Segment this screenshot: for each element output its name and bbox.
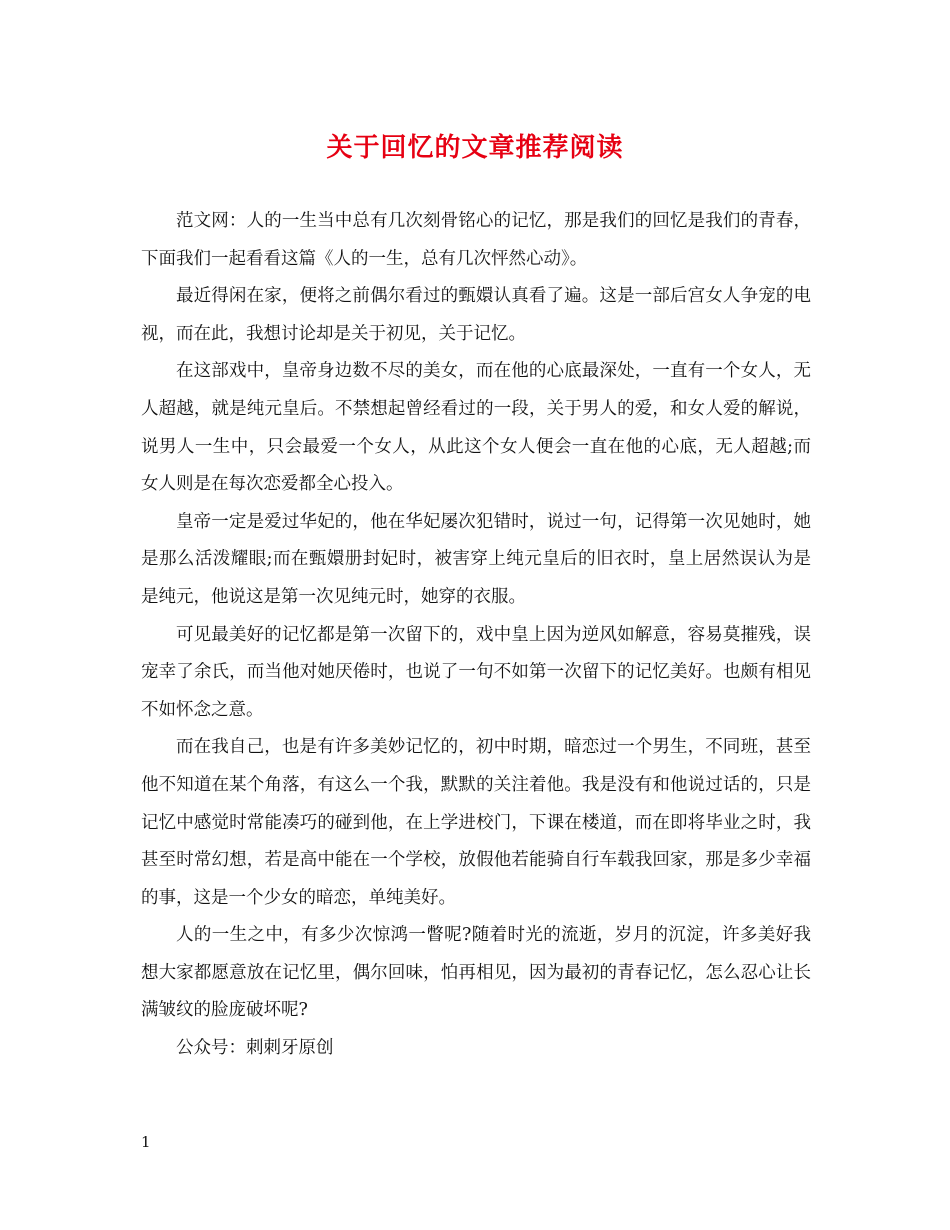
paragraph-7: 人的一生之中，有多少次惊鸿一瞥呢?随着时光的流逝，岁月的沉淀，许多美好我想大家都愿意放在记忆里，偶尔回味，怕再相见，因为最初的青春记忆，怎么忍心让长满皱纹的脸庞破坏呢?	[141, 925, 811, 1021]
paragraph-signature: 公众号：刺刺牙原创	[176, 1038, 334, 1059]
document-body	[141, 203, 811, 1068]
paragraph-5: 可见最美好的记忆都是第一次留下的，戏中皇上因为逆风如解意，容易莫摧残，误宠幸了余氏，而当他对她厌倦时，也说了一句不如第一次留下的记忆美好。也颇有相见不如怀念之意。	[141, 624, 811, 720]
paragraph-2: 最近得闲在家，便将之前偶尔看过的甄嬛认真看了遍。这是一部后宫女人争宠的电视，而在此，我想讨论却是关于初见，关于记忆。	[141, 286, 811, 344]
paragraph-3: 在这部戏中，皇帝身边数不尽的美女，而在他的心底最深处，一直有一个女人，无人超越，就是纯元皇后。不禁想起曾经看过的一段，关于男人的爱，和女人爱的解说，说男人一生中，只会最爱一个女人，从此这个女人便会一直在他的心底，无人超越;而女人则是在每次恋爱都全心投入。	[141, 361, 811, 495]
document-title: 关于回忆的文章推荐阅读	[326, 133, 624, 163]
page-number: 1	[141, 1133, 151, 1151]
paragraph-6: 而在我自己，也是有许多美妙记忆的，初中时期，暗恋过一个男生，不同班，甚至他不知道在某个角落，有这么一个我，默默的关注着他。我是没有和他说过话的，只是记忆中感觉时常能凑巧的碰到他，在上学进校门，下课在楼道，而在即将毕业之时，我甚至时常幻想，若是高中能在一个学校，放假他若能骑自行车载我回家，那是多少幸福的事，这是一个少女的暗恋，单纯美好。	[141, 737, 811, 908]
paragraph-intro: 范文网：人的一生当中总有几次刻骨铭心的记忆，那是我们的回忆是我们的青春，下面我们一起看看这篇《人的一生，总有几次怦然心动》。	[141, 211, 811, 269]
paragraph-4: 皇帝一定是爱过华妃的，他在华妃屡次犯错时，说过一句，记得第一次见她时，她是那么活泼耀眼;而在甄嬛册封妃时，被害穿上纯元皇后的旧衣时，皇上居然误认为是是纯元，他说这是第一次见纯元时，她穿的衣服。	[141, 511, 811, 607]
